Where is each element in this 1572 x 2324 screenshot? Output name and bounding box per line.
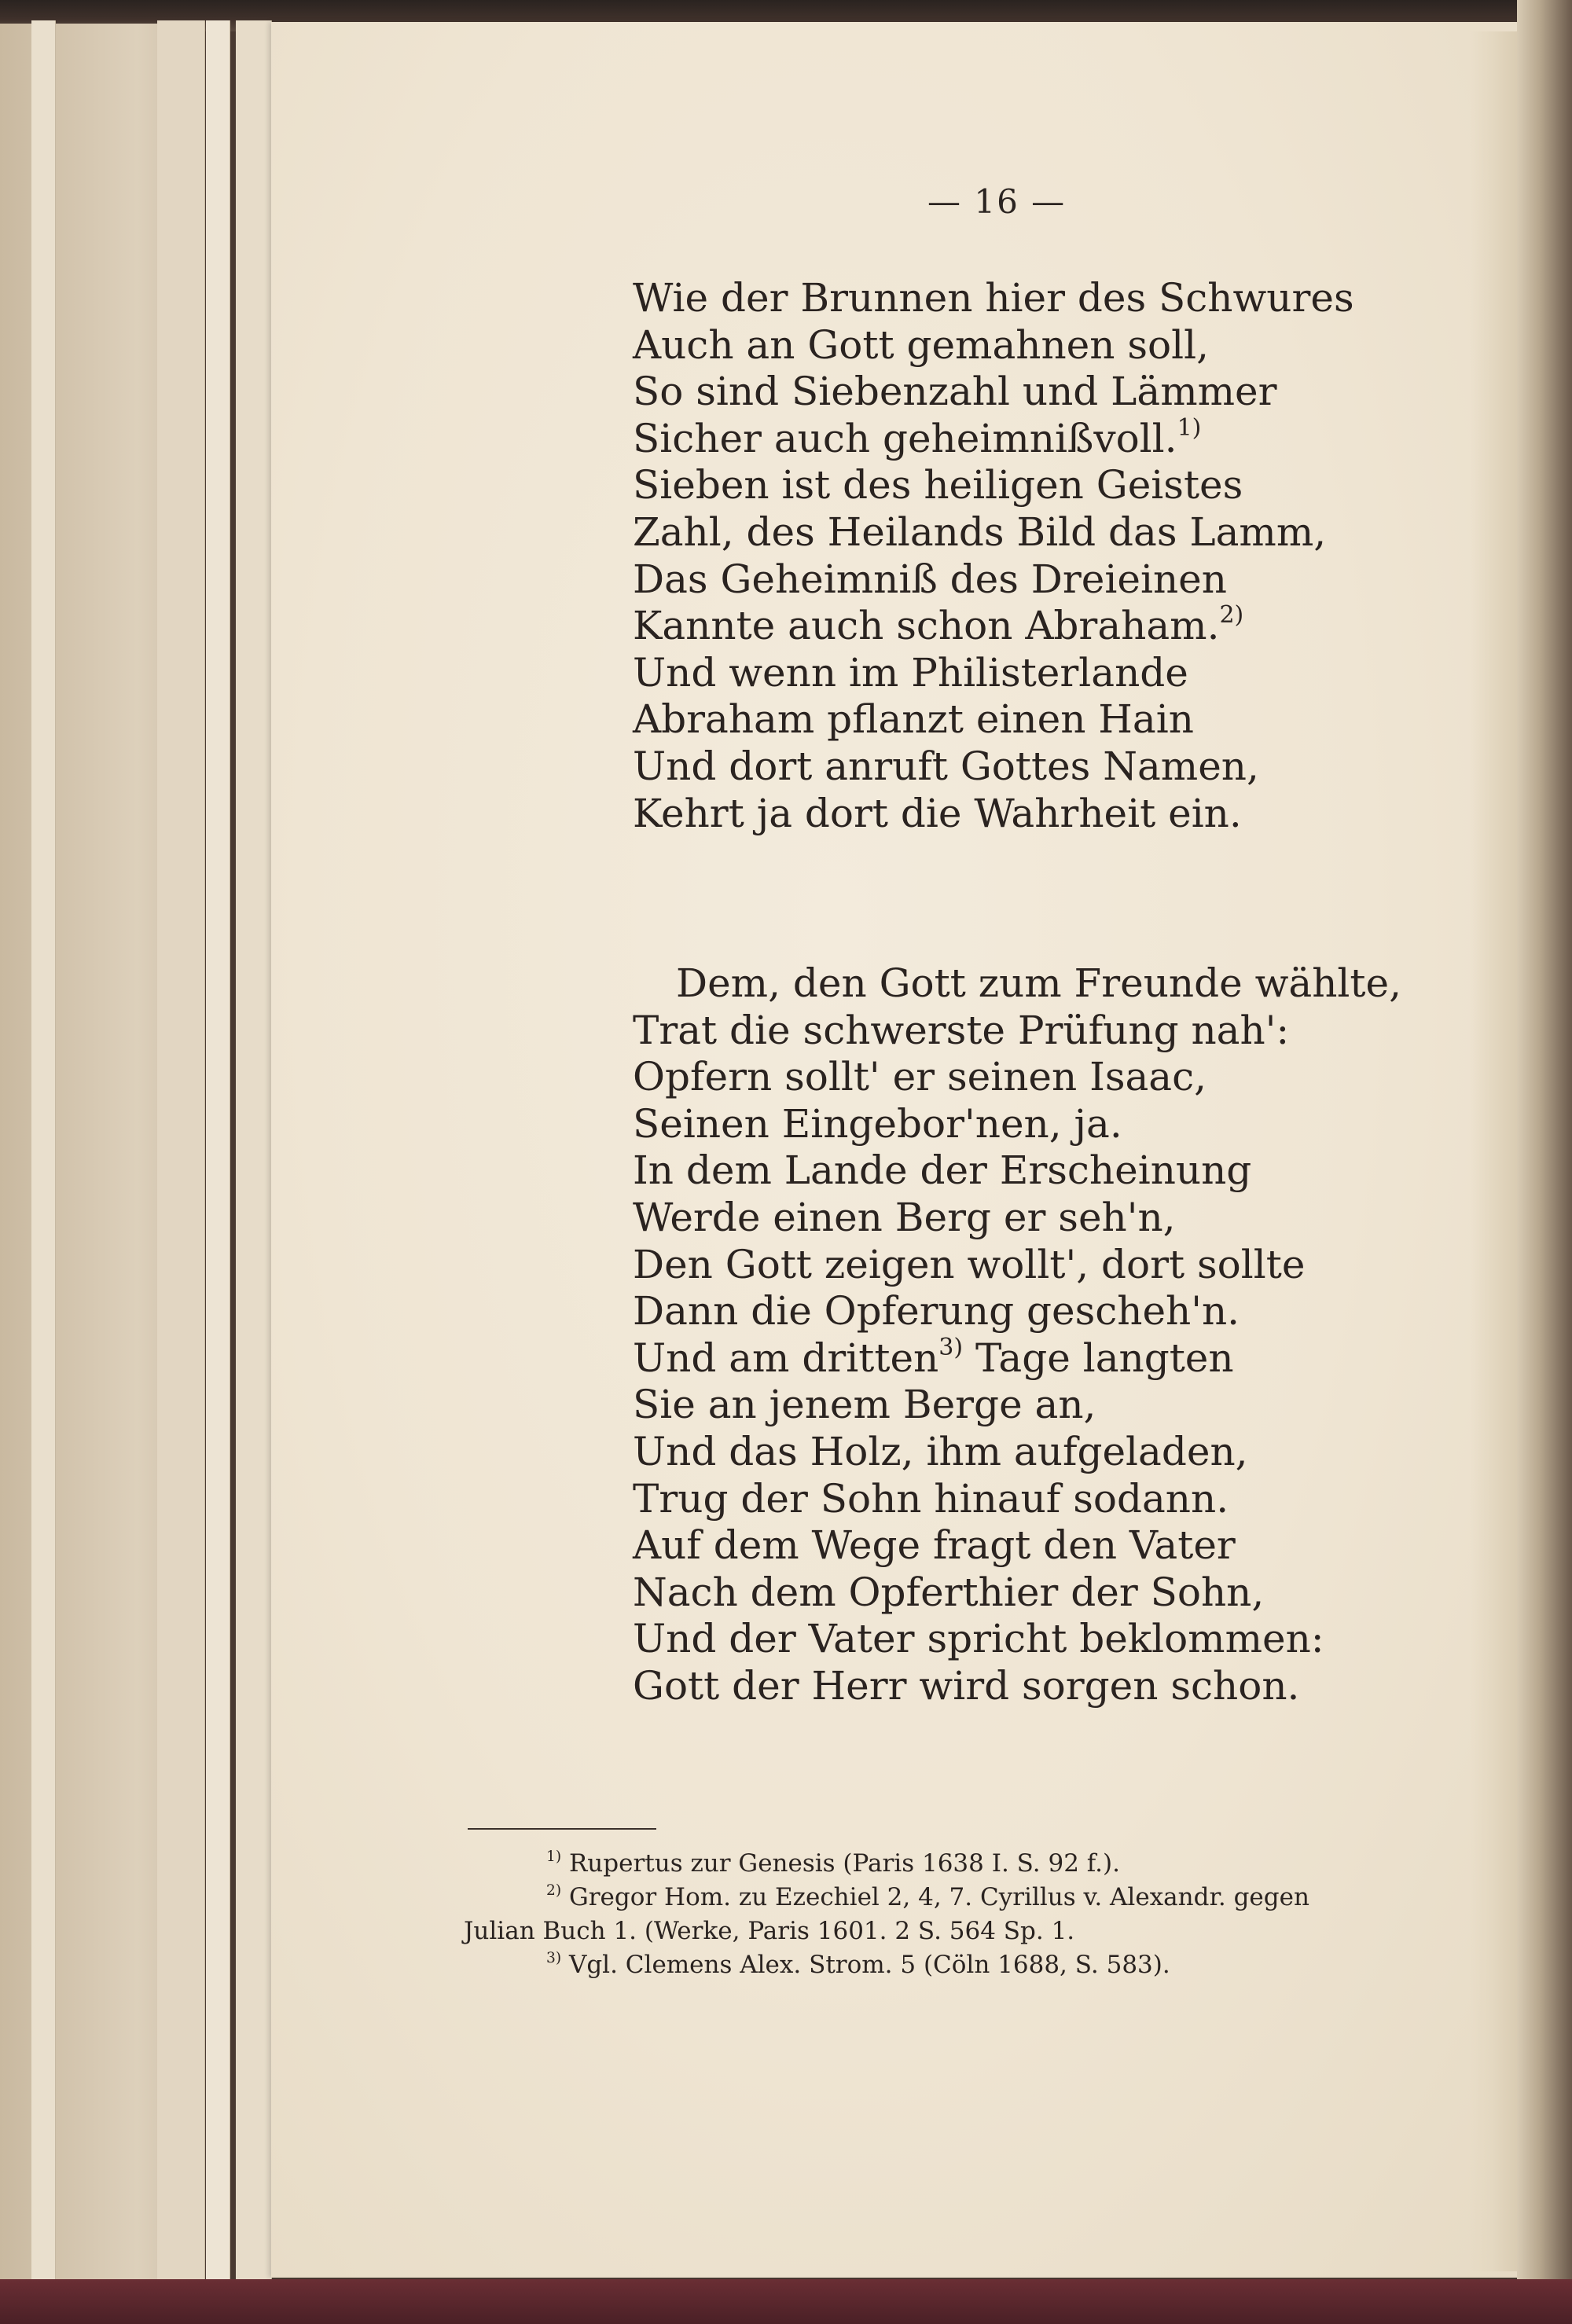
verse-line: Trat die schwerste Prüfung nah': xyxy=(633,1007,1290,1053)
book-cover-right xyxy=(1517,0,1572,2324)
footnote-text: Rupertus zur Genesis (Paris 1638 I. S. 92 f.). xyxy=(568,1849,1120,1878)
footnote-2-continued: Julian Buch 1. (Werke, Paris 1601. 2 S. 564 Sp. 1. xyxy=(464,1917,1075,1945)
verse-text: Und am dritten xyxy=(633,1335,939,1381)
page-edge xyxy=(206,20,230,2284)
footnote-text: Vgl. Clemens Alex. Strom. 5 (Cöln 1688, S. 583). xyxy=(568,1951,1170,1979)
footnote-marker: 2) xyxy=(546,1882,562,1899)
verse-line: Abraham pflanzt einen Hain xyxy=(633,696,1194,743)
verse-line: In dem Lande der Erscheinung xyxy=(633,1147,1252,1194)
book-cover-bottom xyxy=(0,2279,1572,2324)
verse-line: Dann die Opferung gescheh'n. xyxy=(633,1288,1240,1335)
verse-line: Trug der Sohn hinauf sodann. xyxy=(633,1475,1229,1522)
verse-line: Kehrt ja dort die Wahrheit ein. xyxy=(633,790,1242,836)
verse-line: Und wenn im Philisterlande xyxy=(633,649,1188,696)
footnote-marker: 2) xyxy=(1219,601,1244,630)
verse-line: Opfern sollt' er seinen Isaac, xyxy=(633,1054,1207,1100)
page-edge xyxy=(31,20,56,2284)
verse-line: Sie an jenem Berge an, xyxy=(633,1382,1096,1428)
verse-text: Kannte auch schon Abraham. xyxy=(633,603,1220,649)
verse-line: Auch an Gott gemahnen soll, xyxy=(633,321,1209,368)
verse-line: Wie der Brunnen hier des Schwures xyxy=(633,275,1354,321)
verse-line: Zahl, des Heilands Bild das Lamm, xyxy=(633,508,1327,555)
verse-line: Auf dem Wege fragt den Vater xyxy=(633,1522,1236,1569)
verse-line: Den Gott zeigen wollt', dort sollte xyxy=(633,1241,1306,1287)
footnote-3 xyxy=(448,1948,1309,1982)
footnote-marker: 3) xyxy=(938,1333,964,1361)
footnote-1 xyxy=(448,1847,1309,1881)
verse-line: Und das Holz, ihm aufgeladen, xyxy=(633,1428,1248,1474)
page-number: — 16 — xyxy=(927,182,1067,221)
footnote-marker: 1) xyxy=(546,1848,562,1865)
footnote-marker: 1) xyxy=(1177,413,1202,442)
verse-line xyxy=(633,1335,1401,1382)
verse-line: Seinen Eingebor'nen, ja. xyxy=(633,1100,1122,1147)
verse-line: Und dort anruft Gottes Namen, xyxy=(633,743,1259,789)
verse-line: Gott der Herr wird sorgen schon. xyxy=(633,1662,1300,1709)
verse-line: Sieben ist des heiligen Geistes xyxy=(633,462,1243,508)
footnotes xyxy=(448,1847,1309,1982)
verse-line: Das Geheimniß des Dreieinen xyxy=(633,556,1227,602)
verse-line xyxy=(633,413,1354,463)
footnote-text: Gregor Hom. zu Ezechiel 2, 4, 7. Cyrillus v. Alexandr. gegen xyxy=(568,1883,1309,1911)
verse-text: Tage langten xyxy=(975,1335,1234,1381)
footnote-divider xyxy=(468,1828,656,1830)
verse-text: Sicher auch geheimnißvoll. xyxy=(633,415,1177,461)
stanza-2 xyxy=(633,960,1401,1710)
verse-line: Dem, den Gott zum Freunde wählte, xyxy=(676,960,1401,1006)
verse-line: Und der Vater spricht beklommen: xyxy=(633,1616,1324,1662)
verse-line xyxy=(633,603,1354,650)
verse-line: Nach dem Opferthier der Sohn, xyxy=(633,1569,1265,1615)
footnote-marker: 3) xyxy=(546,1949,562,1966)
page-edge xyxy=(236,20,272,2284)
verse-line: Werde einen Berg er seh'n, xyxy=(633,1194,1176,1240)
stanza-1 xyxy=(633,275,1354,837)
footnote-2 xyxy=(448,1881,1309,1915)
verse-line: So sind Siebenzahl und Lämmer xyxy=(633,369,1277,415)
page-edge xyxy=(157,20,205,2284)
